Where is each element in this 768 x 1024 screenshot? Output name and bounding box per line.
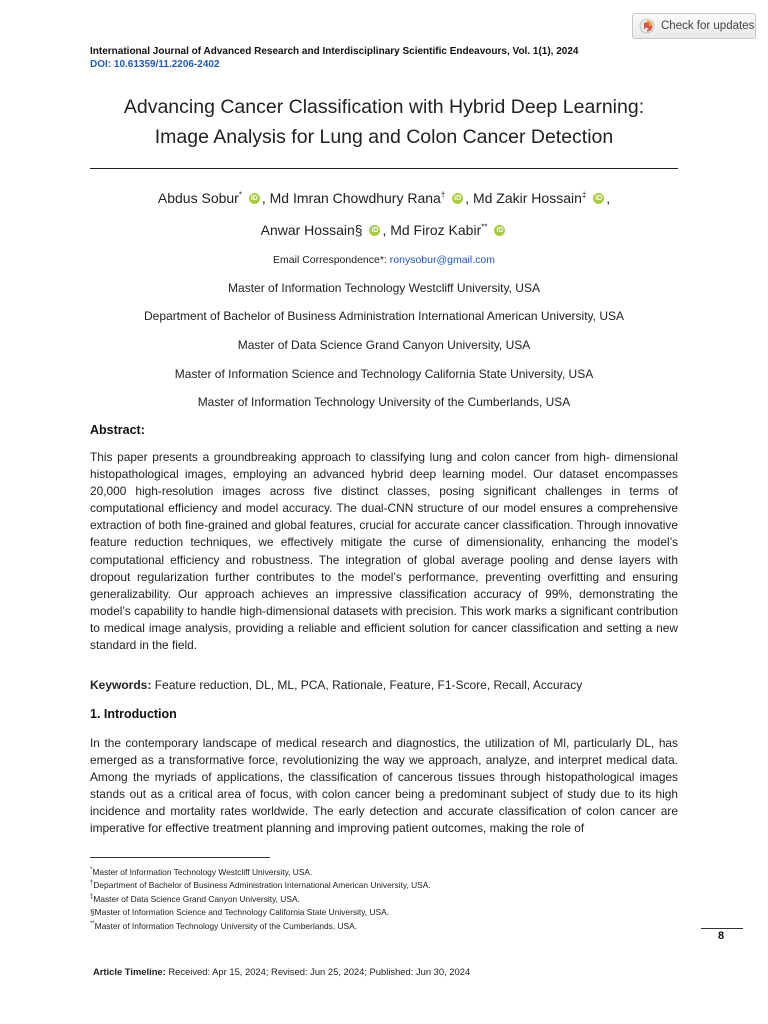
email-label: Email Correspondence*: (273, 254, 390, 266)
keywords-label: Keywords: (90, 678, 152, 692)
footnote (90, 906, 678, 919)
timeline-text: Received: Apr 15, 2024; Revised: Jun 25, 2024; Published: Jun 30, 2024 (165, 966, 471, 977)
author-mark: † (440, 190, 446, 200)
author-name: Anwar Hossain§ (260, 222, 363, 238)
check-for-updates-button[interactable] (632, 13, 756, 39)
footnote (90, 893, 678, 906)
paper-title-line-1: Advancing Cancer Classification with Hybrid Deep Learning: (123, 96, 645, 118)
paper-title (90, 92, 678, 152)
author-name: Md Zakir Hossain (472, 190, 582, 206)
timeline-label: Article Timeline: (93, 966, 166, 977)
introduction-text: In the contemporary landscape of medical research and diagnostics, the utilization of Ml, particularly DL, has emerged as a transformative force, revolutionizing the way we approach, analyze, and interpret medical data. Among the myriads of applications, the classification of cancerous tissues through histopathological images stands out as a critical area of focus, with colon cancer being a predominant subject of study due to its high incidence and mortality rates worldwide. The early detection and accurate classification of colon cancer are imperative for effective treatment planning and improving patient outcomes, making the role of (90, 736, 678, 836)
footnote (90, 866, 678, 879)
page-number: 8 (718, 930, 725, 942)
author-name: Md Imran Chowdhury Rana (269, 190, 441, 206)
article-timeline (93, 966, 470, 977)
footnotes (90, 866, 678, 933)
affiliation-line: Master of Information Technology University of the Cumberlands, USA (197, 395, 571, 409)
author-mark: ** (481, 222, 488, 232)
orcid-icon[interactable]: iD (454, 194, 462, 202)
introduction-heading: 1. Introduction (90, 707, 177, 721)
footnote-mark: ‡ (90, 894, 94, 901)
author-list-row-2: Anwar Hossain§ iD , Md Firoz Kabir** iD (260, 222, 504, 238)
author-mark: * (238, 190, 242, 200)
footnote-divider (90, 857, 270, 858)
footnote-mark: ** (90, 920, 95, 927)
email-link[interactable]: ronysobur@gmail.com (389, 254, 495, 266)
affiliation-line: Master of Data Science Grand Canyon University, USA (237, 338, 531, 352)
keywords-text: Feature reduction, DL, ML, PCA, Rationale, Feature, F1-Score, Recall, Accuracy (151, 678, 583, 692)
abstract-text: This paper presents a groundbreaking approach to classifying lung and colon cancer from high- dimensional histopathological images, employing an advanced hybrid deep learning model. Our dataset encompasses 20,000 high-resolution images across five distinct classes, posing significant challenges in terms of computational efficiency and model accuracy. The dual-CNN structure of our model ensures a comprehensive extraction of both fine-grained and global features, crucial for accurate cancer classification. Through innovative feature reduction techniques, we effectively mitigate the curse of dimensionality, enhancing the model’s computational efficiency and robustness. The integration of global average pooling and dense layers with dropout regularization further contributes to the model’s performance, preventing overfitting and ensuring generalizability. Our approach achieves an impressive classification accuracy of 99%, demonstrating the model’s capability to handle high-dimensional datasets with precision. This work marks a significant contribution to medical image analysis, providing a reliable and efficient solution for cancer classification and setting a new standard in the field. (90, 450, 678, 653)
orcid-icon[interactable]: iD (496, 226, 504, 234)
author-name: Abdus Sobur (157, 190, 239, 206)
footnote-text: Master of Information Technology University of the Cumberlands, USA. (94, 920, 358, 931)
author-list-row-1: Abdus Sobur* iD , Md Imran Chowdhury Rana† iD , Md Zakir Hossain‡ iD , (157, 190, 611, 206)
author-mark: ‡ (581, 190, 587, 200)
footnote-text: Department of Bachelor of Business Administration International American University, USA. (93, 880, 431, 891)
email-correspondence (90, 254, 678, 266)
author-name: Md Firoz Kabir (390, 222, 482, 238)
affiliation-line: Department of Bachelor of Business Administration International American University, USA (144, 309, 624, 323)
affiliation-line: Master of Information Technology Westcliff University, USA (228, 281, 540, 295)
page-number-rule (701, 928, 743, 929)
paper-title-line-2: Image Analysis for Lung and Colon Cancer Detection (154, 126, 614, 148)
orcid-icon[interactable]: iD (371, 226, 379, 234)
footnote-mark: † (90, 880, 94, 887)
check-for-updates-icon (639, 18, 655, 34)
footnote-mark: * (90, 867, 93, 874)
footnote (90, 920, 678, 933)
footnote (90, 879, 678, 892)
orcid-icon[interactable]: iD (595, 194, 603, 202)
check-for-updates-label: Check for updates (661, 20, 755, 32)
journal-citation: International Journal of Advanced Research and Interdisciplinary Scientific Endeavours, Vol. 1(1), 2024 (90, 46, 579, 57)
doi-link[interactable]: DOI: 10.61359/11.2206-2402 (90, 59, 220, 70)
keywords (90, 678, 678, 692)
title-divider (90, 168, 678, 169)
footnote-text: Master of Data Science Grand Canyon University, USA. (93, 893, 300, 904)
footnote-text: §Master of Information Science and Technology California State University, USA. (90, 907, 390, 918)
orcid-icon[interactable]: iD (250, 194, 258, 202)
affiliation-line: Master of Information Science and Technology California State University, USA (174, 367, 594, 381)
footnote-text: Master of Information Technology Westcliff University, USA. (92, 867, 313, 877)
abstract-heading: Abstract: (90, 423, 145, 437)
